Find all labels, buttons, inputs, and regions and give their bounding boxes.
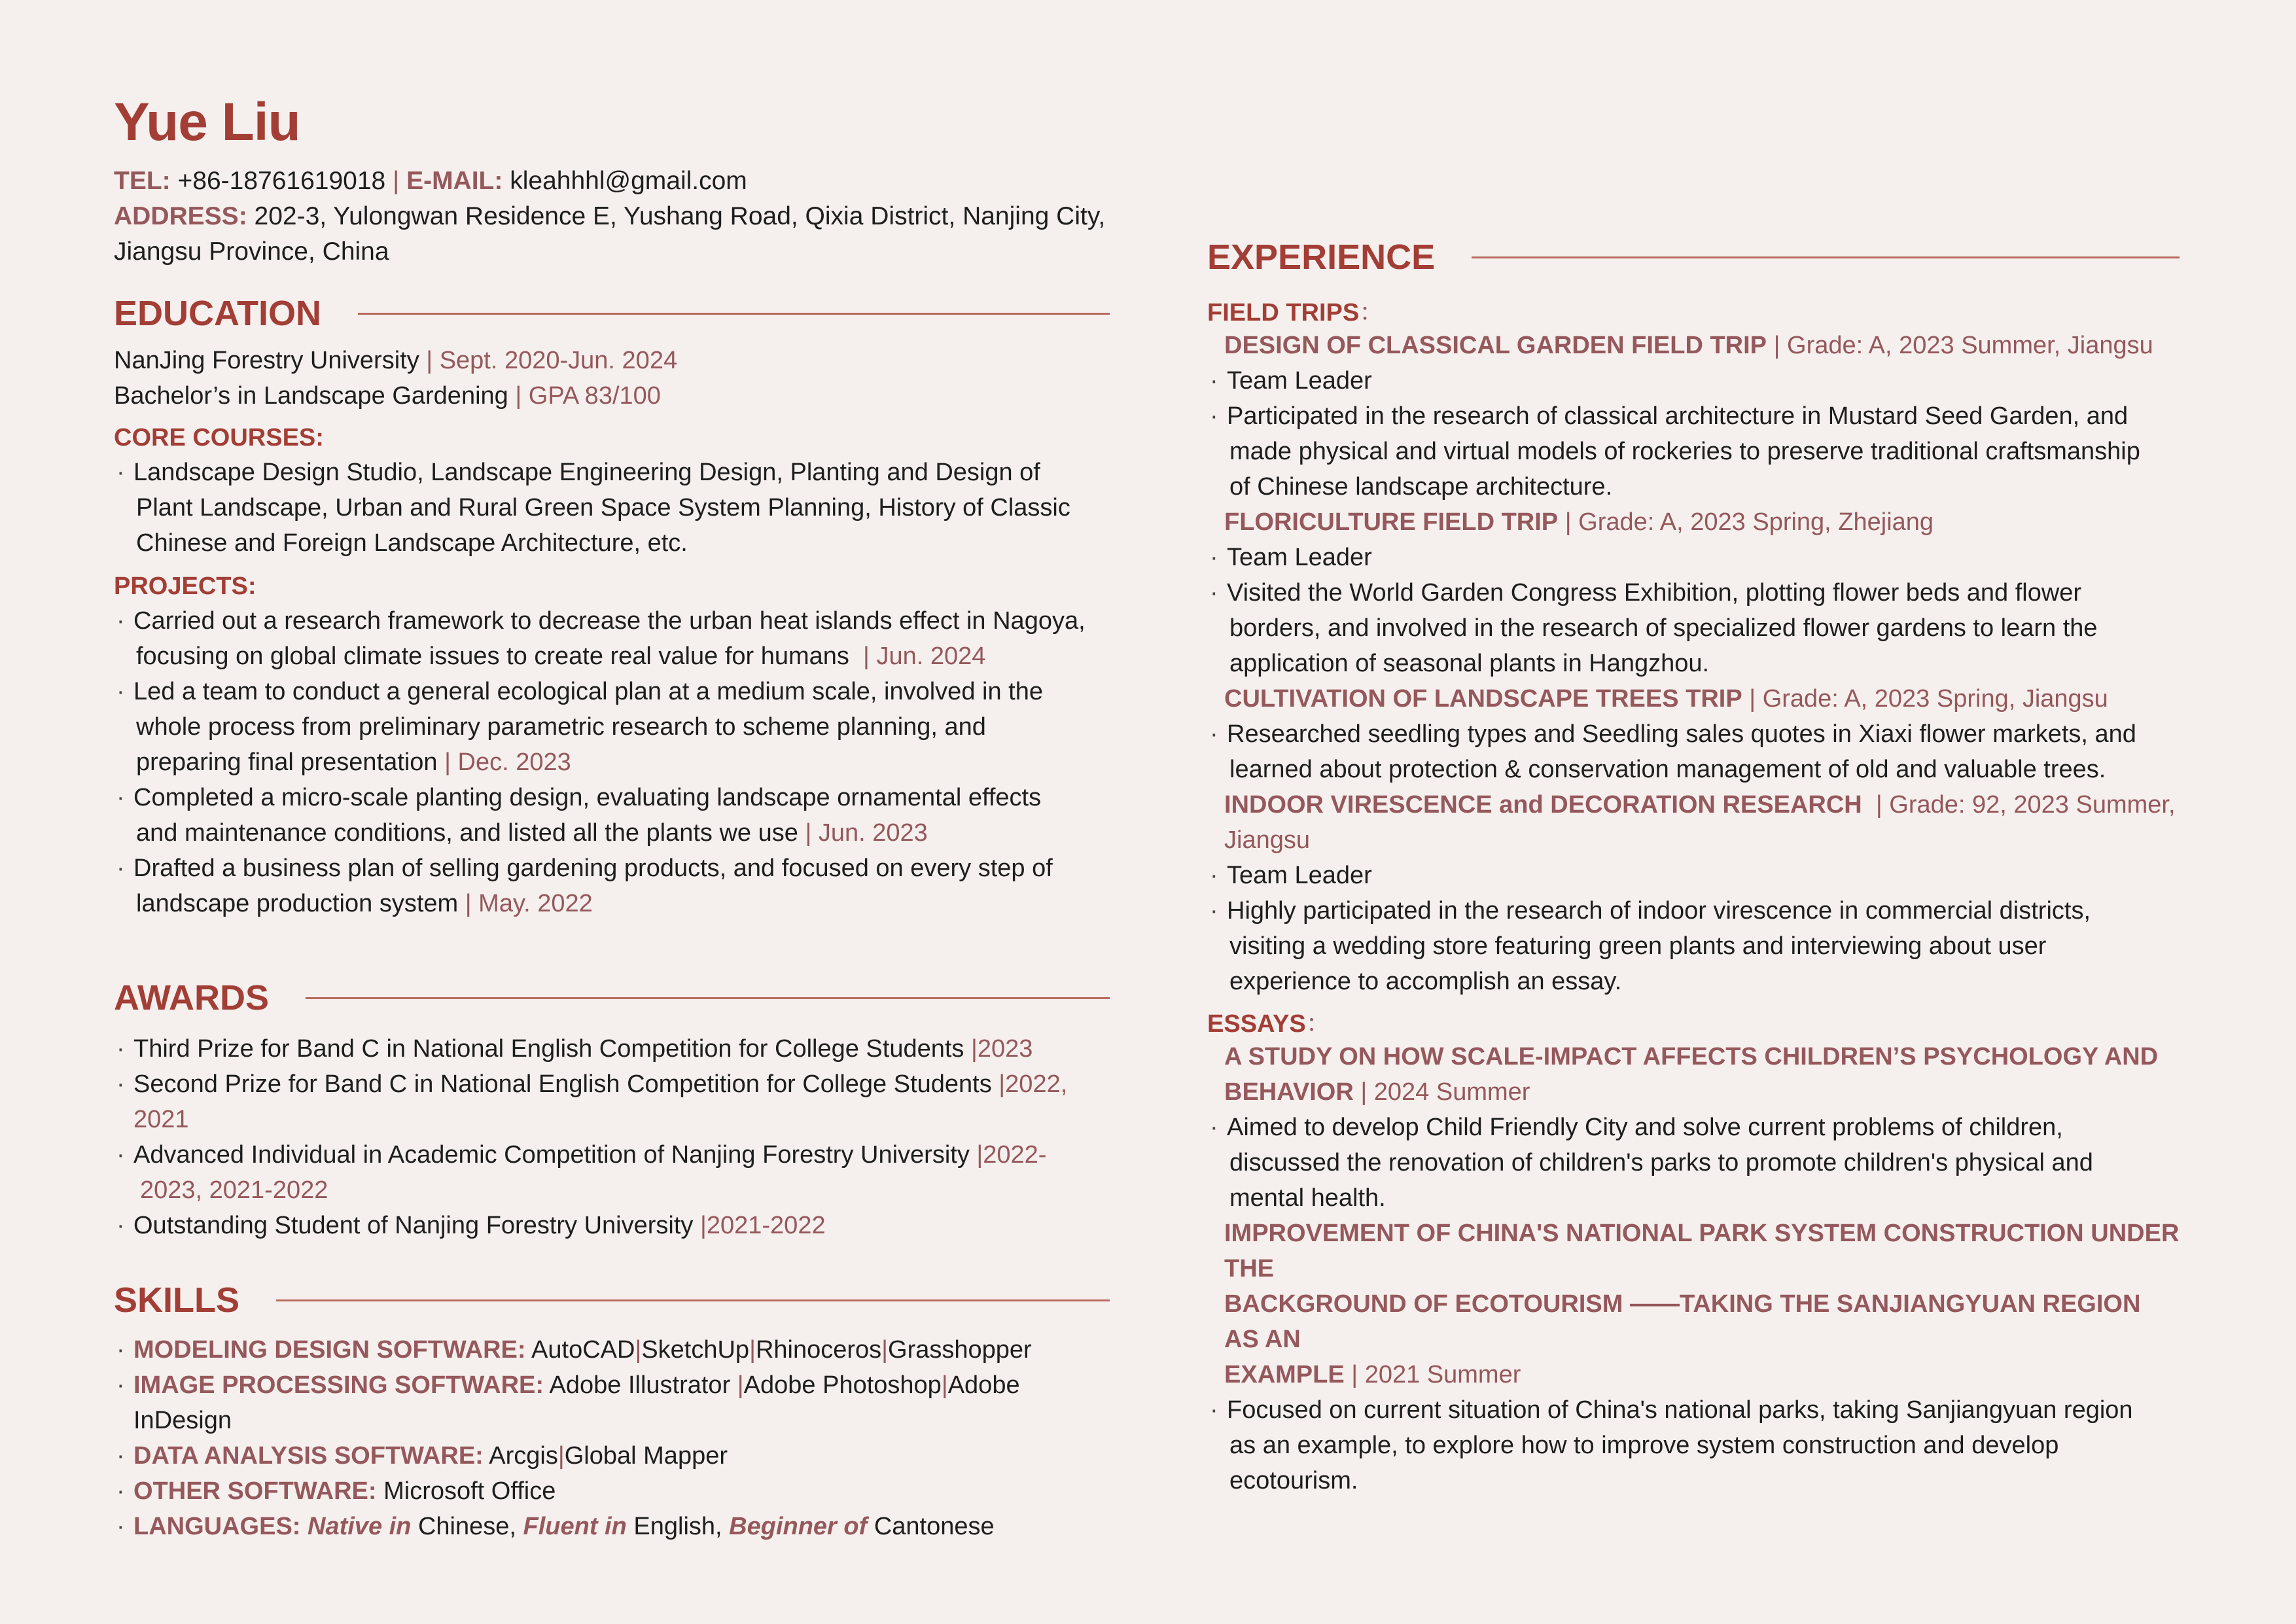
lang-value: Chinese,	[417, 1513, 516, 1540]
person-name: Yue Liu	[114, 92, 300, 152]
skill-value: Adobe Illustrator	[549, 1371, 731, 1399]
lang-level: Beginner of	[729, 1513, 868, 1540]
experience-title: EXPERIENCE	[1207, 238, 1436, 277]
award-text: Advanced Individual in Academic Competition of Nanjing Forestry University	[133, 1141, 970, 1169]
address-label: ADDRESS:	[114, 202, 247, 230]
gpa: GPA 83/100	[528, 382, 661, 410]
essay-meta: 2021 Summer	[1364, 1361, 1521, 1388]
education-section	[114, 293, 1110, 921]
contact-info	[114, 164, 1135, 270]
project-date: Dec. 2023	[457, 749, 571, 776]
school-dates: Sept. 2020-Jun. 2024	[439, 347, 678, 374]
essay-entry	[1207, 1216, 2180, 1498]
lang-value: Cantonese	[874, 1513, 995, 1540]
essay-title: BACKGROUND OF ECOTOURISM ——TAKING THE SANJIANGYUAN REGION AS AN	[1224, 1290, 2141, 1353]
trip-desc: · Participated in the research of classical architecture in Mustard Seed Garden, and made physical and virtual models of rockeries to preserve traditional craftsmanship of Chinese landscape architecture.	[1207, 398, 2180, 504]
trip-title-row: INDOOR VIRESCENCE and DECORATION RESEARCH | Grade: 92, 2023 Summer, Jiangsu	[1224, 791, 2176, 854]
trip-title: INDOOR VIRESCENCE and DECORATION RESEARCH	[1224, 791, 1862, 819]
school-name: NanJing Forestry University	[114, 347, 419, 374]
email-value[interactable]: kleahhhl@gmail.com	[510, 167, 747, 195]
trip-meta: Grade: A, 2023 Summer, Jiangsu	[1787, 332, 2153, 359]
project-line: whole process from preliminary parametric research to scheme planning, and	[136, 713, 986, 741]
awards-title: AWARDS	[114, 978, 270, 1017]
project-line: · Drafted a business plan of selling gardening products, and focused on every step of	[133, 855, 1053, 882]
education-title: EDUCATION	[114, 294, 321, 333]
skill-label: OTHER SOFTWARE:	[133, 1477, 377, 1505]
role-item: · Team Leader	[1207, 858, 2180, 893]
separator: |	[393, 167, 400, 195]
essay-title: IMPROVEMENT OF CHINA'S NATIONAL PARK SYSTEM CONSTRUCTION UNDER THE	[1224, 1220, 2180, 1282]
skill-value: Arcgis	[489, 1442, 558, 1470]
tel-label: TEL:	[114, 167, 171, 195]
skill-label: DATA ANALYSIS SOFTWARE:	[133, 1442, 484, 1470]
project-item: · Carried out a research framework to decrease the urban heat islands effect in Nagoya, focusing on global climate issues to create real value for humans | Jun. 2024	[114, 603, 1110, 674]
project-line: and maintenance conditions, and listed all the plants we use	[136, 819, 798, 847]
project-line: preparing final presentation	[136, 749, 438, 776]
skill-value: Grasshopper	[888, 1336, 1032, 1364]
skill-item: · DATA ANALYSIS SOFTWARE: Arcgis|Global Mapper	[114, 1438, 1110, 1474]
lang-level: Fluent in	[523, 1513, 627, 1540]
project-line: · Carried out a research framework to decrease the urban heat islands effect in Nagoya,	[133, 607, 1086, 635]
projects-list	[114, 603, 1110, 921]
skill-label: LANGUAGES:	[133, 1513, 301, 1540]
project-item: · Completed a micro-scale planting design, evaluating landscape ornamental effects and maintenance conditions, and listed all the plants we use | Jun. 2023	[114, 780, 1110, 851]
trip-meta: Grade: A, 2023 Spring, Zhejiang	[1578, 508, 1934, 536]
core-line: · Landscape Design Studio, Landscape Engineering Design, Planting and Design of	[133, 459, 1040, 486]
projects-title: PROJECTS:	[114, 573, 256, 600]
skill-item: · IMAGE PROCESSING SOFTWARE: Adobe Illustrator |Adobe Photoshop|Adobe InDesign	[114, 1368, 1110, 1438]
heading-rule	[276, 1299, 1110, 1301]
project-date: May. 2022	[478, 890, 593, 917]
section-heading	[114, 978, 1110, 1018]
project-line: landscape production system	[136, 890, 459, 917]
skill-label: IMAGE PROCESSING SOFTWARE:	[133, 1371, 544, 1399]
project-line: · Completed a micro-scale planting design, evaluating landscape ornamental effects	[133, 784, 1042, 811]
skill-value: SketchUp	[641, 1336, 750, 1364]
award-item: · Third Prize for Band C in National English Competition for College Students |2023	[114, 1031, 1110, 1067]
trip-entry	[1207, 787, 2180, 999]
lang-level: Native in	[308, 1513, 412, 1540]
experience-section	[1207, 237, 2180, 1498]
award-date: 2022-	[983, 1141, 1047, 1169]
project-date: Jun. 2023	[818, 819, 928, 847]
skills-section	[114, 1280, 1110, 1544]
essay-meta: 2024 Summer	[1373, 1078, 1530, 1106]
heading-rule	[1472, 256, 2180, 258]
trip-entry	[1207, 681, 2180, 787]
award-date: 2023, 2021-2022	[140, 1176, 328, 1204]
award-date: 2021	[133, 1106, 189, 1133]
trip-entry	[1207, 504, 2180, 681]
degree: Bachelor’s in Landscape Gardening	[114, 382, 508, 410]
skill-item	[114, 1509, 1110, 1544]
award-text: Third Prize for Band C in National English Competition for College Students	[133, 1035, 964, 1063]
essay-desc: · Aimed to develop Child Friendly City and solve current problems of children, discussed the renovation of children's parks to promote children's physical and mental health.	[1207, 1110, 2180, 1216]
skill-value: AutoCAD	[531, 1336, 635, 1364]
trip-title-row: CULTIVATION OF LANDSCAPE TREES TRIP | Grade: A, 2023 Spring, Jiangsu	[1224, 685, 2108, 713]
trip-title: DESIGN OF CLASSICAL GARDEN FIELD TRIP	[1224, 332, 1767, 359]
award-item: · Second Prize for Band C in National English Competition for College Students |2022, 2021	[114, 1067, 1110, 1137]
tel-value: +86-18761619018	[177, 167, 386, 195]
project-line: · Led a team to conduct a general ecological plan at a medium scale, involved in the	[133, 678, 1043, 705]
skill-value: Adobe InDesign	[133, 1371, 1020, 1434]
award-date: 2022,	[1005, 1070, 1068, 1098]
essay-desc: · Focused on current situation of China's national parks, taking Sanjiangyuan region as an example, to explore how to improve system construction and develop ecotourism.	[1207, 1392, 2180, 1498]
trip-entry	[1207, 328, 2180, 504]
trip-meta: Jiangsu	[1224, 826, 1310, 854]
project-date: Jun. 2024	[876, 643, 986, 670]
essay-entry	[1207, 1039, 2180, 1216]
trip-desc: · Researched seedling types and Seedling sales quotes in Xiaxi flower markets, and learned about protection & conservation management of old and valuable trees.	[1207, 716, 2180, 787]
skill-value: Rhinoceros	[755, 1336, 882, 1364]
skill-value: Adobe Photoshop	[743, 1371, 942, 1399]
core-line: Chinese and Foreign Landscape Architecture, etc.	[136, 529, 688, 557]
award-item: · Outstanding Student of Nanjing Forestry University |2021-2022	[114, 1208, 1110, 1243]
school-row: NanJing Forestry University | Sept. 2020-Jun. 2024	[114, 347, 678, 374]
trip-title-row: FLORICULTURE FIELD TRIP | Grade: A, 2023 Spring, Zhejiang	[1224, 508, 1934, 536]
role-item: · Team Leader	[1207, 540, 2180, 575]
skill-label: MODELING DESIGN SOFTWARE:	[133, 1336, 526, 1364]
skill-item	[114, 1474, 1110, 1509]
heading-rule	[358, 313, 1110, 315]
awards-section	[114, 978, 1110, 1243]
project-line: focusing on global climate issues to create real value for humans	[136, 643, 849, 670]
role-item: · Team Leader	[1207, 363, 2180, 398]
award-date: 2023	[977, 1035, 1033, 1063]
skill-value: Microsoft Office	[383, 1477, 556, 1505]
essay-title: A STUDY ON HOW SCALE-IMPACT AFFECTS CHILDREN’S PSYCHOLOGY AND	[1224, 1043, 2159, 1070]
core-courses-item	[114, 455, 1110, 561]
trip-desc: · Highly participated in the research of indoor virescence in commercial districts, visiting a wedding store featuring green plants and interviewing about user experience to accomplish an essay.	[1207, 893, 2180, 999]
lang-value: English,	[633, 1513, 722, 1540]
email-label: E-MAIL:	[406, 167, 503, 195]
section-heading	[114, 293, 1110, 334]
section-heading	[114, 1280, 1110, 1320]
award-text: Outstanding Student of Nanjing Forestry University	[133, 1212, 694, 1239]
address-line2: Jiangsu Province, China	[114, 238, 389, 266]
degree-row: Bachelor’s in Landscape Gardening | GPA 83/100	[114, 382, 661, 410]
heading-rule	[306, 997, 1110, 999]
essay-title: BEHAVIOR	[1224, 1078, 1354, 1106]
trip-meta: Grade: 92, 2023 Summer,	[1889, 791, 2176, 819]
essays-label: ESSAYS：	[1207, 1010, 1331, 1038]
project-item: · Drafted a business plan of selling gardening products, and focused on every step of landscape production system | May. 2022	[114, 851, 1110, 921]
essay-title-row: A STUDY ON HOW SCALE-IMPACT AFFECTS CHILDREN’S PSYCHOLOGY AND BEHAVIOR | 2024 Summer	[1224, 1043, 2159, 1106]
core-line: Plant Landscape, Urban and Rural Green Space System Planning, History of Classic	[136, 494, 1070, 521]
trip-desc: · Visited the World Garden Congress Exhibition, plotting flower beds and flower borders, and involved in the research of specialized flower gardens to learn the application of seasonal plants in Hangzhou.	[1207, 575, 2180, 681]
field-trips-label: FIELD TRIPS：	[1207, 299, 1385, 327]
trip-title: FLORICULTURE FIELD TRIP	[1224, 508, 1559, 536]
trip-meta: Grade: A, 2023 Spring, Jiangsu	[1762, 685, 2108, 713]
award-text: Second Prize for Band C in National English Competition for College Students	[133, 1070, 992, 1098]
project-item: · Led a team to conduct a general ecological plan at a medium scale, involved in the whole process from preliminary parametric research to scheme planning, and preparing final presentation | Dec. 2023	[114, 674, 1110, 780]
core-courses-title: CORE COURSES:	[114, 424, 324, 451]
trip-title: CULTIVATION OF LANDSCAPE TREES TRIP	[1224, 685, 1742, 713]
section-heading	[1207, 237, 2180, 277]
address-line1: 202-3, Yulongwan Residence E, Yushang Road, Qixia District, Nanjing City,	[254, 202, 1106, 230]
essay-title-row: IMPROVEMENT OF CHINA'S NATIONAL PARK SYSTEM CONSTRUCTION UNDER THE BACKGROUND OF ECOTOURISM ——TAKING THE SANJIANGYUAN REGION AS AN EXAMPLE | 2021 Summer	[1224, 1220, 2180, 1388]
skill-item: · MODELING DESIGN SOFTWARE: AutoCAD|SketchUp|Rhinoceros|Grasshopper	[114, 1332, 1110, 1368]
award-item: · Advanced Individual in Academic Competition of Nanjing Forestry University |2022- 2023, 2021-2022	[114, 1137, 1110, 1208]
skills-title: SKILLS	[114, 1280, 240, 1320]
essay-title: EXAMPLE	[1224, 1361, 1345, 1388]
trip-title-row: DESIGN OF CLASSICAL GARDEN FIELD TRIP | Grade: A, 2023 Summer, Jiangsu	[1224, 332, 2153, 359]
skill-value: Global Mapper	[564, 1442, 728, 1470]
award-date: 2021-2022	[706, 1212, 826, 1239]
